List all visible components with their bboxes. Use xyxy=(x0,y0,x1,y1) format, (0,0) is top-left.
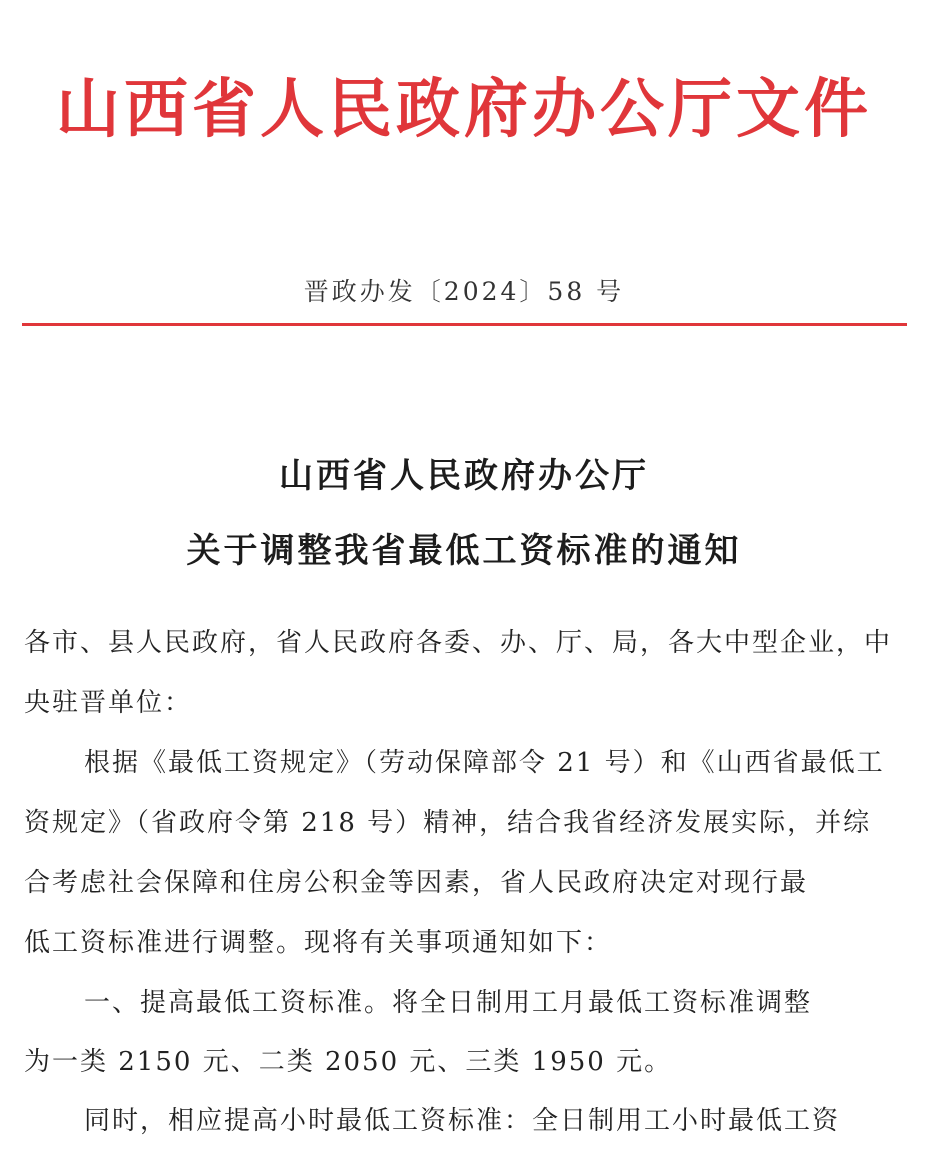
body-text-line: 一、提高最低工资标准。将全日制用工月最低工资标准调整 xyxy=(84,988,813,1018)
document-title-line-1: 山西省人民政府办公厅 xyxy=(279,456,649,496)
body-text-line: 为一类 2150 元、二类 2050 元、三类 1950 元。 xyxy=(24,1047,673,1077)
body-text-line: 根据《最低工资规定》（劳动保障部令 21 号）和《山西省最低工 xyxy=(84,748,885,778)
red-divider-line xyxy=(22,323,907,326)
body-text-line: 央驻晋单位： xyxy=(24,688,193,718)
body-text-line: 低工资标准进行调整。现将有关事项通知如下： xyxy=(24,928,613,958)
body-text-line: 合考虑社会保障和住房公积金等因素，省人民政府决定对现行最 xyxy=(24,868,809,898)
document-title-line-2: 关于调整我省最低工资标准的通知 xyxy=(186,531,742,571)
document-issuer-header: 山西省人民政府办公厅文件 xyxy=(56,72,872,147)
document-number: 晋政办发〔2024〕58 号 xyxy=(303,277,625,306)
body-text-line: 资规定》（省政府令第 218 号）精神，结合我省经济发展实际，并综 xyxy=(24,808,872,838)
body-text-line: 同时，相应提高小时最低工资标准：全日制用工小时最低工资 xyxy=(84,1106,841,1136)
body-text-line: 各市、县人民政府，省人民政府各委、办、厅、局，各大中型企业，中 xyxy=(24,628,893,658)
